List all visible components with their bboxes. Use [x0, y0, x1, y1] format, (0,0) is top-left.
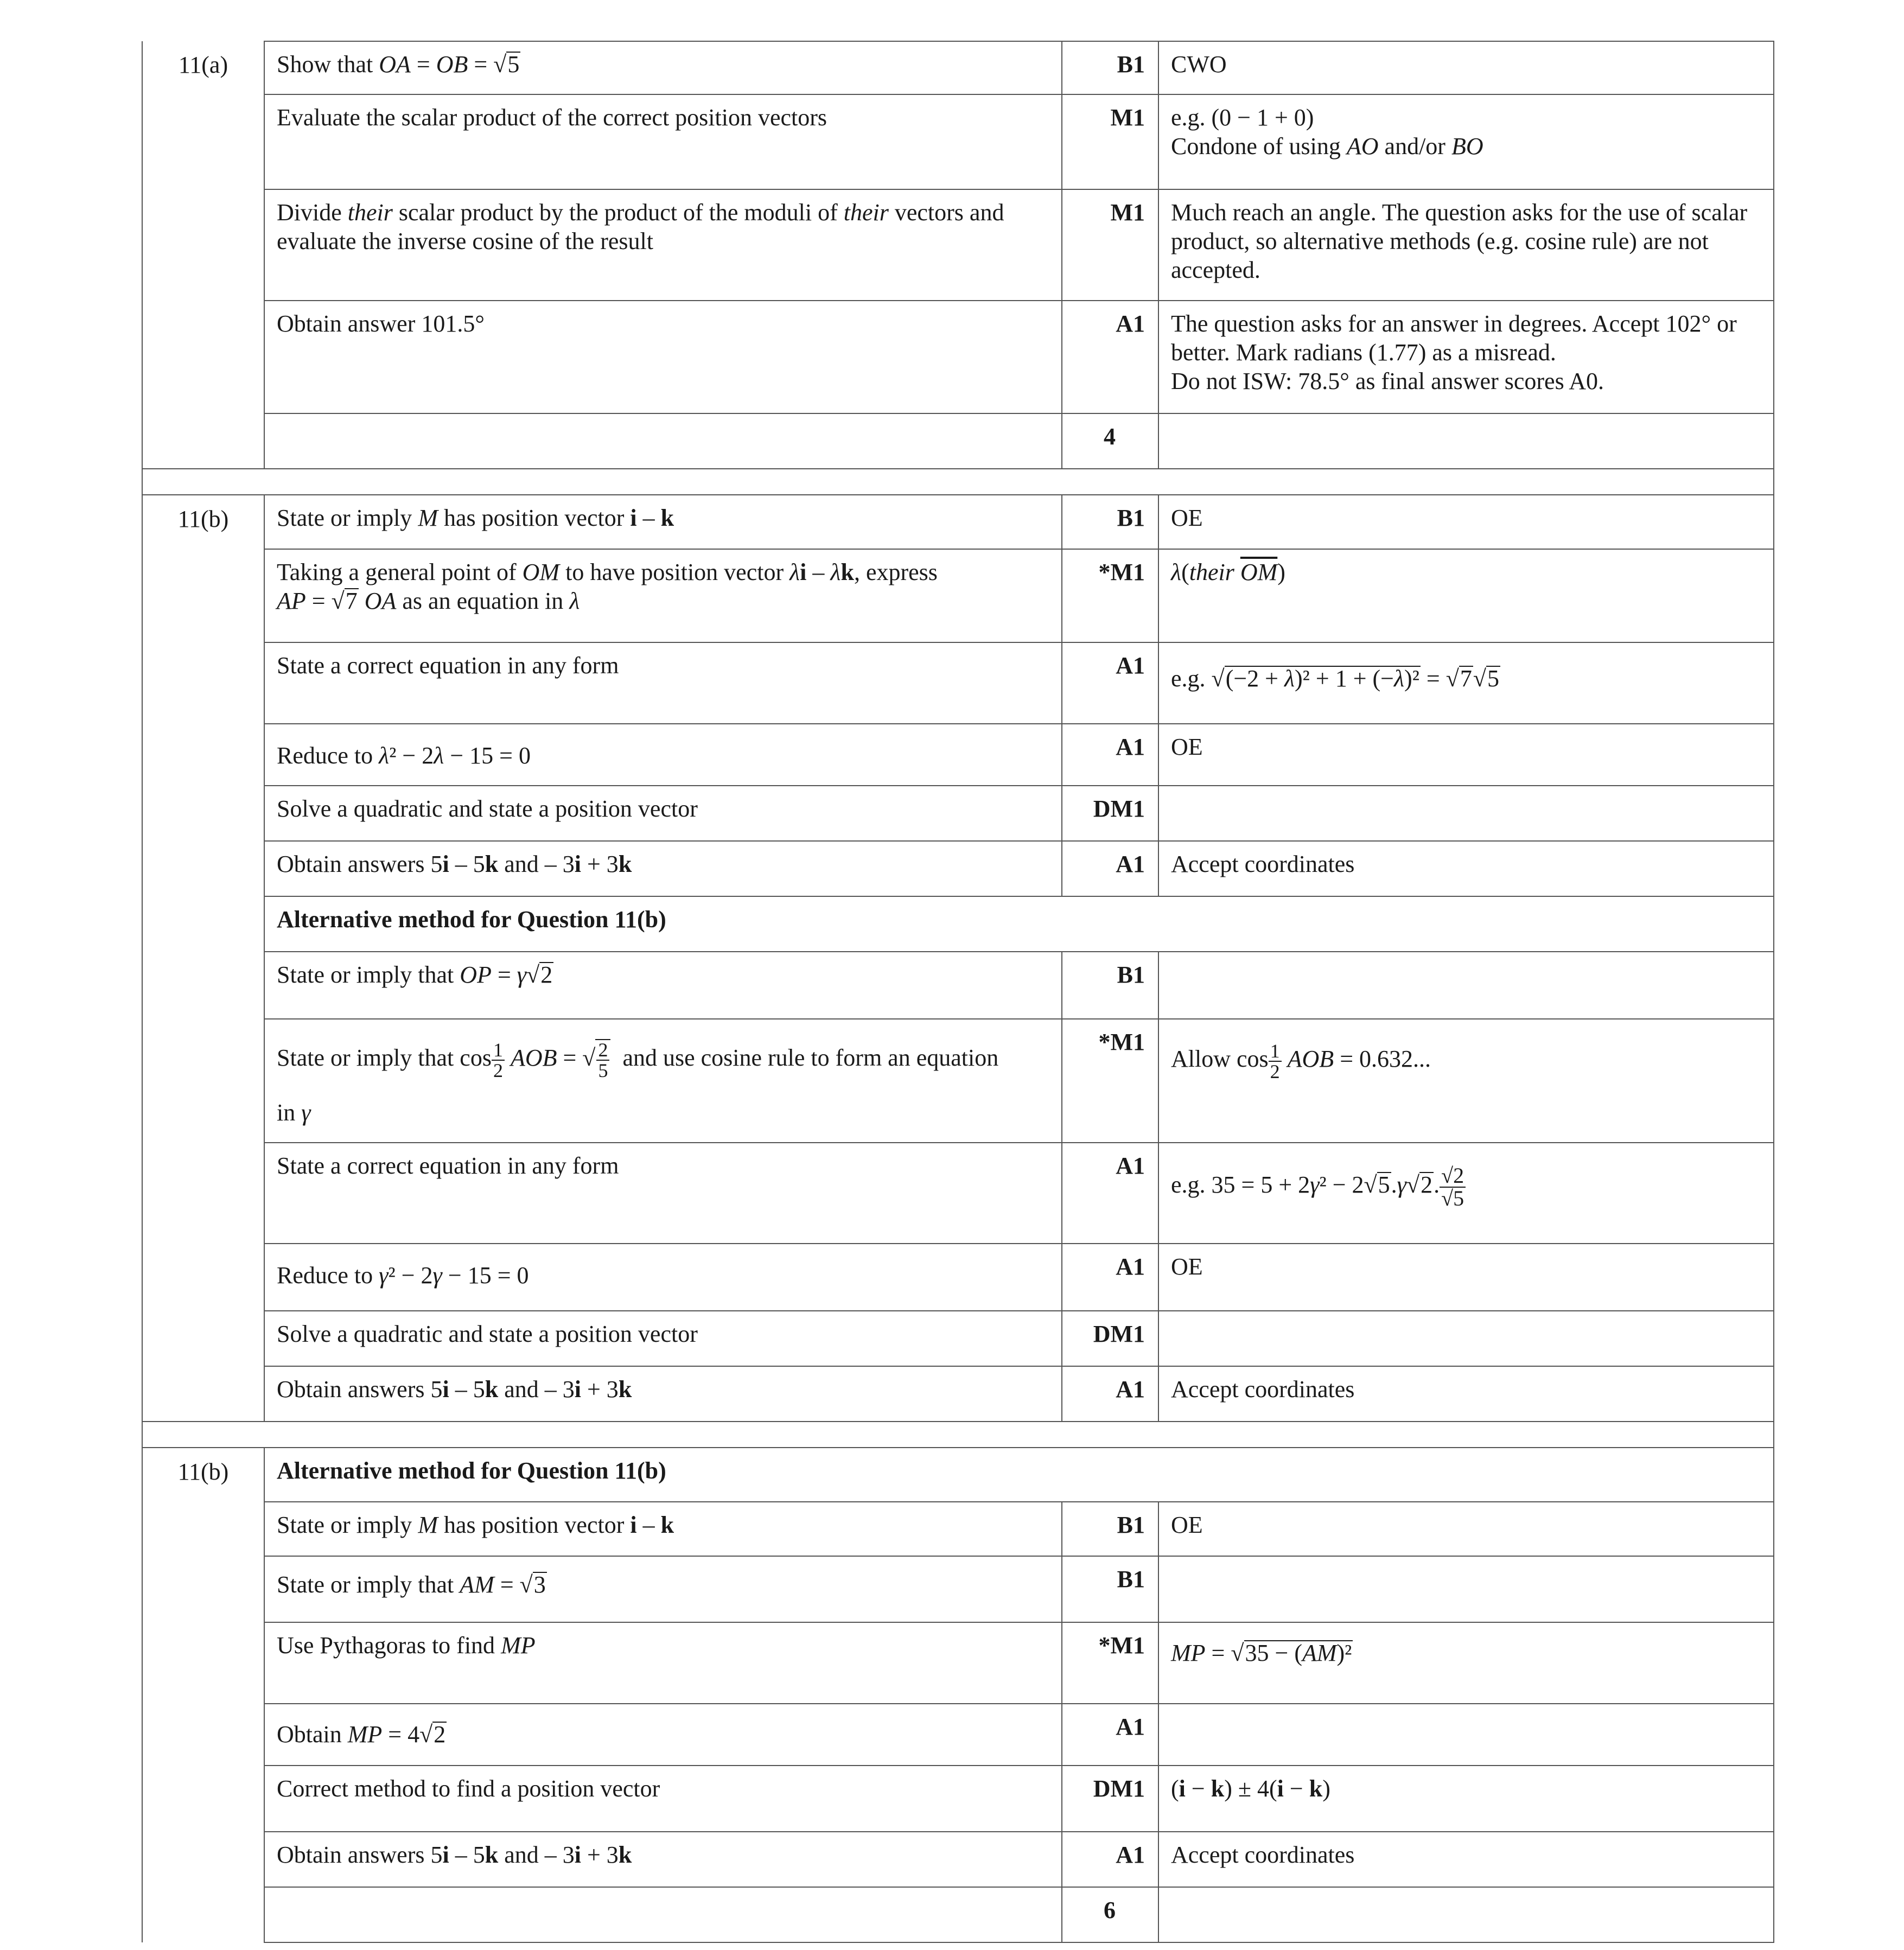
mark-cell: DM1	[1062, 1311, 1158, 1366]
table-row	[142, 1311, 1774, 1366]
answer-cell: Reduce to λ² − 2λ − 15 = 0	[264, 724, 1062, 786]
mark-cell: DM1	[1062, 1766, 1158, 1832]
answer-cell: State or imply M has position vector i – k	[264, 495, 1062, 549]
table-row	[142, 841, 1774, 896]
answer-cell: State or imply M has position vector i – k	[264, 1502, 1062, 1556]
guidance-cell	[1158, 413, 1774, 469]
guidance-cell: CWO	[1158, 41, 1774, 94]
guidance-cell: MP = √35 − (AM)²	[1158, 1622, 1774, 1704]
table-row	[142, 1448, 1774, 1502]
mark-cell: B1	[1062, 1502, 1158, 1556]
table-row	[142, 1019, 1774, 1143]
mark-cell: A1	[1062, 301, 1158, 413]
table-row	[142, 724, 1774, 786]
answer-cell: Obtain answers 5i – 5k and – 3i + 3k	[264, 1832, 1062, 1887]
mark-cell: DM1	[1062, 786, 1158, 841]
mark-cell: *M1	[1062, 1019, 1158, 1143]
table-row	[142, 1832, 1774, 1887]
question-number: 11(b)	[142, 495, 264, 1422]
table-row	[142, 1244, 1774, 1311]
mark-cell: A1	[1062, 1244, 1158, 1311]
table-row	[142, 549, 1774, 642]
guidance-cell: Accept coordinates	[1158, 1366, 1774, 1422]
table-row	[142, 1766, 1774, 1832]
table-row	[142, 1704, 1774, 1766]
table-row	[142, 189, 1774, 301]
section-separator	[142, 1422, 1774, 1448]
answer-cell: Obtain answer 101.5°	[264, 301, 1062, 413]
answer-cell	[264, 413, 1062, 469]
answer-cell: State or imply that OP = γ√2	[264, 952, 1062, 1019]
answer-cell: Solve a quadratic and state a position vector	[264, 1311, 1062, 1366]
answer-cell: Obtain answers 5i – 5k and – 3i + 3k	[264, 1366, 1062, 1422]
guidance-cell: OE	[1158, 724, 1774, 786]
guidance-cell: (i − k) ± 4(i − k)	[1158, 1766, 1774, 1832]
mark-cell: *M1	[1062, 1622, 1158, 1704]
guidance-cell: e.g. 35 = 5 + 2γ² − 2√5.γ√2. $\frac{√2}{√5}$	[1158, 1143, 1774, 1244]
answer-cell: Reduce to γ² − 2γ − 15 = 0	[264, 1244, 1062, 1311]
mark-cell: A1	[1062, 724, 1158, 786]
answer-cell: State or imply that AM = √3	[264, 1556, 1062, 1622]
mark-scheme-page	[142, 41, 1773, 1943]
table-row	[142, 41, 1774, 94]
guidance-cell: λ(their $\overline{OM}$)	[1158, 549, 1774, 642]
total-mark-cell: 4	[1062, 413, 1158, 469]
guidance-cell: Accept coordinates	[1158, 1832, 1774, 1887]
answer-cell: Correct method to find a position vector	[264, 1766, 1062, 1832]
answer-cell: Obtain MP = 4√2	[264, 1704, 1062, 1766]
alternative-method-heading: Alternative method for Question 11(b)	[264, 1448, 1774, 1502]
table-row	[142, 1143, 1774, 1244]
answer-cell: Solve a quadratic and state a position vector	[264, 786, 1062, 841]
table-row	[142, 413, 1774, 469]
total-mark-cell: 6	[1062, 1887, 1158, 1942]
mark-cell: B1	[1062, 495, 1158, 549]
guidance-cell: OE	[1158, 1502, 1774, 1556]
answer-cell: Obtain answers 5i – 5k and – 3i + 3k	[264, 841, 1062, 896]
guidance-cell	[1158, 1704, 1774, 1766]
table-row	[142, 1366, 1774, 1422]
table-row	[142, 495, 1774, 549]
table-row	[142, 896, 1774, 952]
answer-cell: State a correct equation in any form	[264, 642, 1062, 724]
mark-cell: A1	[1062, 642, 1158, 724]
guidance-cell: e.g. √(−2 + λ)² + 1 + (−λ)² = √7√5	[1158, 642, 1774, 724]
mark-cell: *M1	[1062, 549, 1158, 642]
table-row	[142, 1502, 1774, 1556]
guidance-cell: Much reach an angle. The question asks for the use of scalar product, so alternative methods (e.g. cosine rule) are not accepted.	[1158, 189, 1774, 301]
answer-cell: Taking a general point of OM to have position vector λi – λk, express AP = √7 OA as an equation in λ	[264, 549, 1062, 642]
mark-cell: A1	[1062, 1366, 1158, 1422]
alternative-method-heading: Alternative method for Question 11(b)	[264, 896, 1774, 952]
question-number: 11(a)	[142, 41, 264, 469]
answer-cell: Divide their scalar product by the product of the moduli of their vectors and evaluate the inverse cosine of the result	[264, 189, 1062, 301]
table-row	[142, 952, 1774, 1019]
table-row	[142, 301, 1774, 413]
table-row	[142, 786, 1774, 841]
mark-cell: A1	[1062, 1704, 1158, 1766]
guidance-cell	[1158, 952, 1774, 1019]
guidance-cell: Allow cos $\frac{1}{2}$ AOB = 0.632...	[1158, 1019, 1774, 1143]
mark-cell: M1	[1062, 189, 1158, 301]
guidance-cell	[1158, 1311, 1774, 1366]
guidance-cell	[1158, 786, 1774, 841]
answer-cell	[264, 1887, 1062, 1942]
guidance-cell: OE	[1158, 1244, 1774, 1311]
mark-cell: B1	[1062, 1556, 1158, 1622]
guidance-cell: Accept coordinates	[1158, 841, 1774, 896]
guidance-cell: e.g. (0 − 1 + 0) Condone of using AO and/or BO	[1158, 94, 1774, 189]
answer-cell: State a correct equation in any form	[264, 1143, 1062, 1244]
question-number: 11(b)	[142, 1448, 264, 1942]
table-row	[142, 1887, 1774, 1942]
section-separator	[142, 469, 1774, 495]
guidance-cell	[1158, 1556, 1774, 1622]
mark-cell: B1	[1062, 952, 1158, 1019]
mark-cell: A1	[1062, 1832, 1158, 1887]
table-row	[142, 1622, 1774, 1704]
answer-cell: State or imply that cos $\frac{1}{2}$ AOB = √ $\frac{2}{5}$ and use cosine rule to form an equation in γ	[264, 1019, 1062, 1143]
answer-cell: Evaluate the scalar product of the correct position vectors	[264, 94, 1062, 189]
mark-scheme-table	[142, 41, 1774, 1943]
table-row	[142, 1556, 1774, 1622]
answer-cell: Show that OA = OB = √5	[264, 41, 1062, 94]
guidance-cell: The question asks for an answer in degrees. Accept 102° or better. Mark radians (1.77) as a misread. Do not ISW: 78.5° as final answer scores A0.	[1158, 301, 1774, 413]
table-row	[142, 642, 1774, 724]
mark-cell: A1	[1062, 841, 1158, 896]
table-row	[142, 94, 1774, 189]
mark-cell: M1	[1062, 94, 1158, 189]
mark-cell: B1	[1062, 41, 1158, 94]
guidance-cell: OE	[1158, 495, 1774, 549]
answer-cell: Use Pythagoras to find MP	[264, 1622, 1062, 1704]
mark-cell: A1	[1062, 1143, 1158, 1244]
guidance-cell	[1158, 1887, 1774, 1942]
